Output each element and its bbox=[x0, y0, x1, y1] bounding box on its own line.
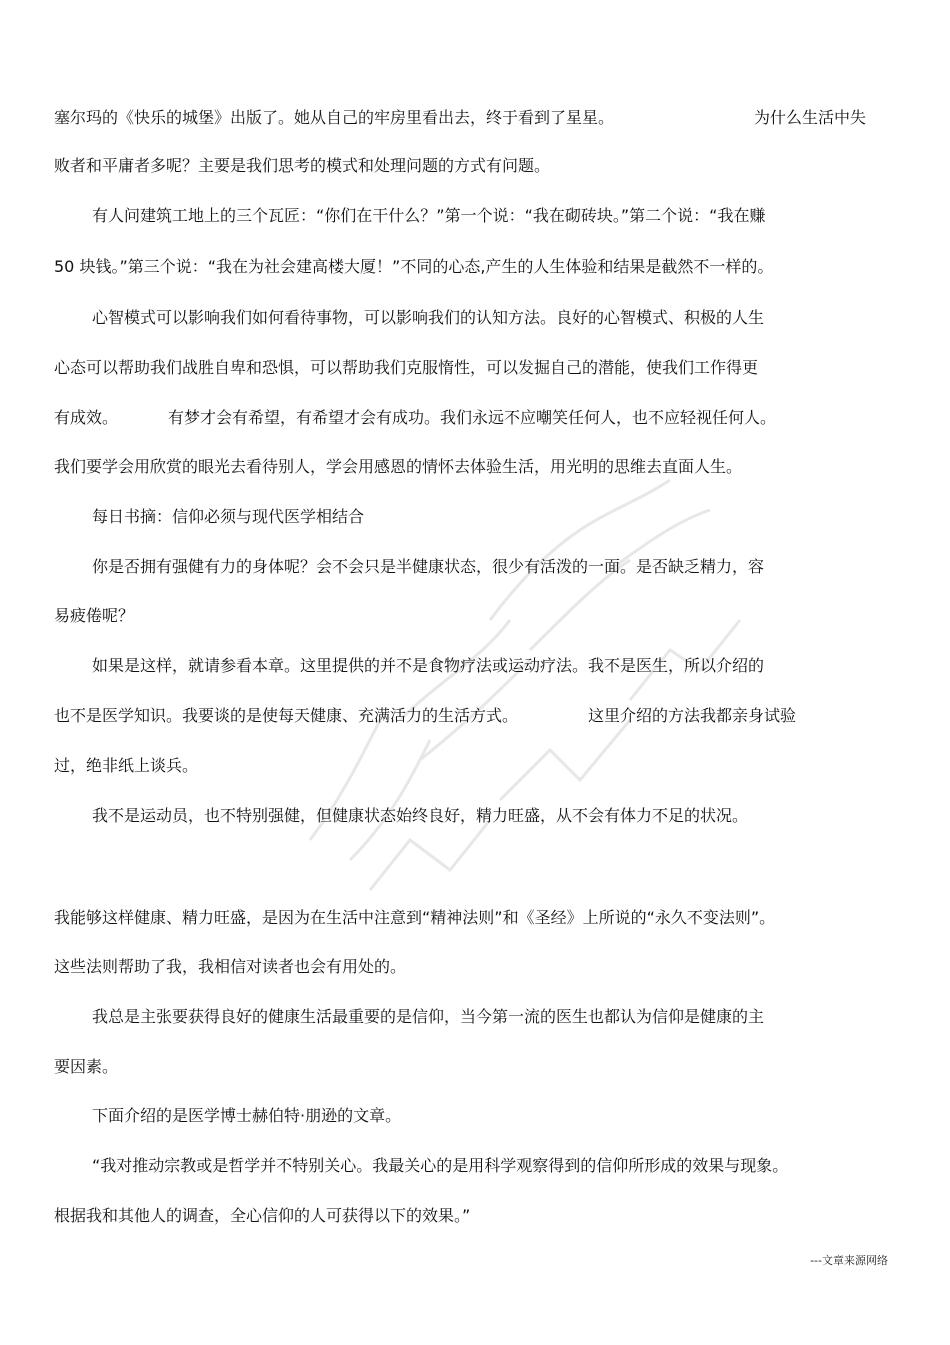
text-line bbox=[54, 706, 796, 726]
text-line-part: 塞尔玛的《快乐的城堡》出版了。她从自己的牢房里看出去，终于看到了星星。 bbox=[54, 108, 615, 127]
text-line-part: 也不是医学知识。我要谈的是使每天健康、充满活力的生活方式。 bbox=[54, 706, 519, 725]
text-line: 下面介绍的是医学博士赫伯特·朋逊的文章。 bbox=[92, 1106, 402, 1125]
text-line: 我总是主张要获得良好的健康生活最重要的是信仰，当今第一流的医生也都认为信仰是健康的主 bbox=[92, 1007, 765, 1026]
text-line-part: 这里介绍的方法我都亲身试验 bbox=[588, 706, 797, 725]
text-line: 根据我和其他人的调查，全心信仰的人可获得以下的效果。” bbox=[54, 1206, 471, 1225]
text-line: 要因素。 bbox=[54, 1057, 119, 1076]
source-footer: ---文章来源网络 bbox=[810, 1254, 888, 1267]
text-line: 我们要学会用欣赏的眼光去看待别人，学会用感恩的情怀去体验生活，用光明的思维去直面人生。 bbox=[54, 457, 743, 476]
text-line: 心智模式可以影响我们如何看待事物，可以影响我们的认知方法。良好的心智模式、积极的人生 bbox=[92, 308, 765, 327]
text-line-part: 为什么生活中失 bbox=[754, 108, 867, 127]
text-line: 这些法则帮助了我，我相信对读者也会有用处的。 bbox=[54, 957, 407, 976]
text-line-part: 有成效。 bbox=[54, 408, 119, 427]
text-line: 我不是运动员，也不特别强健，但健康状态始终良好，精力旺盛，从不会有体力不足的状况。 bbox=[92, 806, 749, 825]
watermark-seal-icon bbox=[250, 420, 770, 940]
text-line: 心态可以帮助我们战胜自卑和恐惧，可以帮助我们克服惰性，可以发掘自己的潜能，使我们工作得更 bbox=[54, 358, 759, 377]
text-line: 你是否拥有强健有力的身体呢？会不会只是半健康状态，很少有活泼的一面。是否缺乏精力，容 bbox=[92, 557, 765, 576]
text-line: “我对推动宗教或是哲学并不特别关心。我最关心的是用科学观察得到的信仰所形成的效果与现象。 bbox=[92, 1156, 789, 1175]
text-line: 易疲倦呢？ bbox=[54, 606, 135, 625]
text-line: 败者和平庸者多呢？主要是我们思考的模式和处理问题的方式有问题。 bbox=[54, 156, 551, 175]
text-line bbox=[54, 108, 866, 128]
text-line: 有人问建筑工地上的三个瓦匠：“你们在干什么？”第一个说：“我在砌砖块。”第二个说：“我在赚 bbox=[92, 206, 766, 225]
text-line: 我能够这样健康、精力旺盛，是因为在生活中注意到“精神法则”和《圣经》上所说的“永久不变法则”。 bbox=[54, 908, 776, 927]
text-line: 如果是这样，就请参看本章。这里提供的并不是食物疗法或运动疗法。我不是医生，所以介绍的 bbox=[92, 656, 765, 675]
text-line: 过，绝非纸上谈兵。 bbox=[54, 756, 199, 775]
text-line bbox=[54, 408, 776, 428]
text-line-part: 有梦才会有希望，有希望才会有成功。我们永远不应嘲笑任何人，也不应轻视任何人。 bbox=[168, 408, 777, 427]
text-line: 50 块钱。”第三个说：“我在为社会建高楼大厦！”不同的心态,产生的人生体验和结果是截然不一样的。 bbox=[54, 257, 774, 276]
section-heading: 每日书摘：信仰必须与现代医学相结合 bbox=[92, 507, 365, 526]
